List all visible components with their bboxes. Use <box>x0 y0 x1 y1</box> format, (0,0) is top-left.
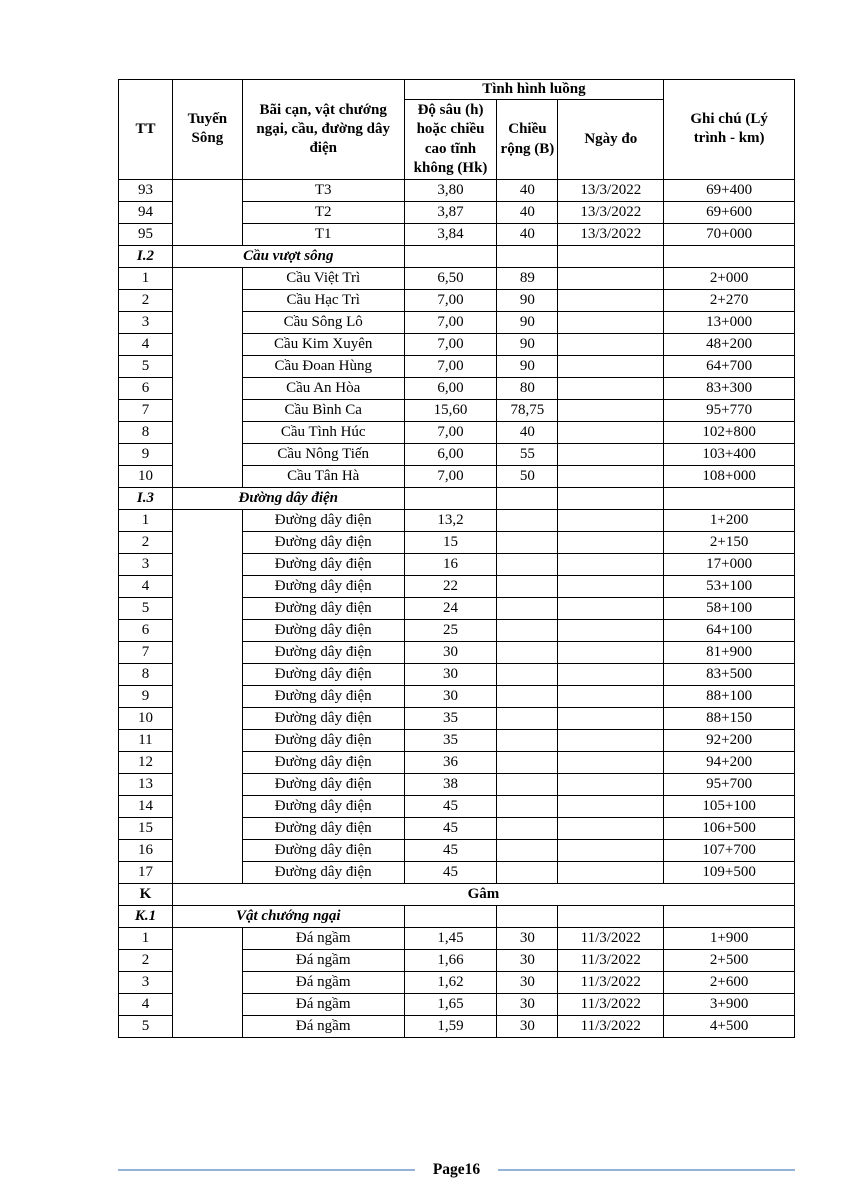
cell-obstacle: Đá ngầm <box>242 971 404 993</box>
cell-date: 11/3/2022 <box>558 993 664 1015</box>
cell-tt: 5 <box>119 355 173 377</box>
cell-note: 108+000 <box>664 465 795 487</box>
cell-note: 88+150 <box>664 707 795 729</box>
cell-note: 13+000 <box>664 311 795 333</box>
cell-tt: 17 <box>119 861 173 883</box>
cell-tt: 3 <box>119 311 173 333</box>
cell-width <box>497 751 558 773</box>
cell-depth: 16 <box>404 553 497 575</box>
cell-depth: 7,00 <box>404 289 497 311</box>
cell-obstacle: Đường dây điện <box>242 531 404 553</box>
table-row <box>119 267 795 289</box>
cell-tt: 4 <box>119 333 173 355</box>
cell-note: 103+400 <box>664 443 795 465</box>
cell-note: 88+100 <box>664 685 795 707</box>
cell-obstacle: Cầu Tình Húc <box>242 421 404 443</box>
section-row <box>119 905 795 927</box>
cell-width <box>497 487 558 509</box>
cell-note: 64+700 <box>664 355 795 377</box>
cell-route <box>172 179 242 245</box>
cell-tt: 94 <box>119 201 173 223</box>
cell-date <box>558 773 664 795</box>
cell-note: 94+200 <box>664 751 795 773</box>
cell-tt: 93 <box>119 179 173 201</box>
cell-date <box>558 465 664 487</box>
cell-tt: 6 <box>119 619 173 641</box>
section-label: Cầu vượt sông <box>172 245 404 267</box>
header-row-top <box>119 80 795 100</box>
cell-obstacle: Đường dây điện <box>242 839 404 861</box>
cell-date <box>558 377 664 399</box>
cell-date <box>558 597 664 619</box>
cell-width <box>497 839 558 861</box>
cell-date <box>558 399 664 421</box>
cell-width: 90 <box>497 333 558 355</box>
table-container <box>118 79 795 1038</box>
cell-depth: 6,50 <box>404 267 497 289</box>
cell-obstacle: Cầu Tân Hà <box>242 465 404 487</box>
cell-date: 11/3/2022 <box>558 971 664 993</box>
cell-tt: 3 <box>119 971 173 993</box>
cell-depth: 7,00 <box>404 421 497 443</box>
cell-width <box>497 795 558 817</box>
cell-width: 90 <box>497 355 558 377</box>
cell-obstacle: Đường dây điện <box>242 509 404 531</box>
cell-depth: 45 <box>404 795 497 817</box>
cell-route <box>172 267 242 487</box>
cell-date <box>558 267 664 289</box>
table-header <box>119 80 795 180</box>
cell-width: 30 <box>497 1015 558 1037</box>
cell-obstacle: Đường dây điện <box>242 597 404 619</box>
cell-width: 90 <box>497 311 558 333</box>
cell-note: 81+900 <box>664 641 795 663</box>
cell-width <box>497 773 558 795</box>
cell-date <box>558 729 664 751</box>
cell-width <box>497 663 558 685</box>
cell-width <box>497 553 558 575</box>
cell-depth: 6,00 <box>404 377 497 399</box>
channel-obstacle-table <box>118 79 795 1038</box>
section-row-full <box>119 883 795 905</box>
cell-obstacle: T1 <box>242 223 404 245</box>
cell-tt: 2 <box>119 949 173 971</box>
cell-width <box>497 245 558 267</box>
cell-width <box>497 707 558 729</box>
cell-obstacle: Đường dây điện <box>242 685 404 707</box>
cell-tt: 1 <box>119 509 173 531</box>
header-channel-group: Tình hình luồng <box>404 80 664 100</box>
cell-date <box>558 311 664 333</box>
cell-note: 69+400 <box>664 179 795 201</box>
cell-date <box>558 795 664 817</box>
cell-tt: 7 <box>119 399 173 421</box>
cell-depth: 7,00 <box>404 355 497 377</box>
table-row <box>119 509 795 531</box>
cell-note: 2+500 <box>664 949 795 971</box>
cell-width: 40 <box>497 421 558 443</box>
cell-depth: 7,00 <box>404 311 497 333</box>
section-code: K.1 <box>119 905 173 927</box>
cell-width <box>497 729 558 751</box>
cell-obstacle: Đường dây điện <box>242 729 404 751</box>
cell-depth: 30 <box>404 641 497 663</box>
cell-note: 109+500 <box>664 861 795 883</box>
cell-obstacle: Đá ngầm <box>242 949 404 971</box>
cell-note <box>664 245 795 267</box>
cell-obstacle: Đá ngầm <box>242 993 404 1015</box>
cell-date <box>558 421 664 443</box>
cell-depth: 1,66 <box>404 949 497 971</box>
header-note: Ghi chú (Lý trình - km) <box>664 80 795 180</box>
section-code: I.3 <box>119 487 173 509</box>
header-tt: TT <box>119 80 173 180</box>
cell-note: 83+500 <box>664 663 795 685</box>
cell-date: 11/3/2022 <box>558 927 664 949</box>
cell-depth: 45 <box>404 839 497 861</box>
cell-obstacle: T3 <box>242 179 404 201</box>
cell-obstacle: Đường dây điện <box>242 553 404 575</box>
cell-width: 78,75 <box>497 399 558 421</box>
cell-date <box>558 509 664 531</box>
cell-date <box>558 685 664 707</box>
cell-obstacle: Đường dây điện <box>242 751 404 773</box>
cell-depth: 7,00 <box>404 465 497 487</box>
header-route: Tuyến Sông <box>172 80 242 180</box>
cell-note: 3+900 <box>664 993 795 1015</box>
cell-width: 90 <box>497 289 558 311</box>
cell-depth: 35 <box>404 707 497 729</box>
cell-tt: 16 <box>119 839 173 861</box>
cell-date <box>558 443 664 465</box>
cell-width: 30 <box>497 949 558 971</box>
cell-note <box>664 487 795 509</box>
cell-obstacle: Đường dây điện <box>242 641 404 663</box>
cell-note: 2+000 <box>664 267 795 289</box>
cell-tt: 2 <box>119 531 173 553</box>
cell-date <box>558 641 664 663</box>
cell-date <box>558 619 664 641</box>
cell-note: 1+200 <box>664 509 795 531</box>
cell-date <box>558 245 664 267</box>
cell-date: 13/3/2022 <box>558 201 664 223</box>
cell-tt: 9 <box>119 685 173 707</box>
footer-rule-right <box>498 1169 795 1171</box>
cell-depth: 22 <box>404 575 497 597</box>
cell-note: 2+600 <box>664 971 795 993</box>
header-obstacle: Bãi cạn, vật chướng ngại, cầu, đường dây điện <box>242 80 404 180</box>
cell-obstacle: Đường dây điện <box>242 575 404 597</box>
cell-tt: 10 <box>119 707 173 729</box>
page-number-label: Page16 <box>432 1161 481 1179</box>
cell-depth: 36 <box>404 751 497 773</box>
cell-tt: 1 <box>119 267 173 289</box>
cell-depth: 13,2 <box>404 509 497 531</box>
cell-depth <box>404 245 497 267</box>
cell-date <box>558 553 664 575</box>
cell-width <box>497 509 558 531</box>
cell-note: 95+770 <box>664 399 795 421</box>
cell-note: 106+500 <box>664 817 795 839</box>
cell-width: 89 <box>497 267 558 289</box>
cell-date <box>558 817 664 839</box>
cell-tt: 5 <box>119 1015 173 1037</box>
cell-tt: 1 <box>119 927 173 949</box>
cell-width <box>497 817 558 839</box>
footer-rule-left <box>118 1169 415 1171</box>
cell-note: 1+900 <box>664 927 795 949</box>
table-body <box>119 179 795 1037</box>
cell-width: 50 <box>497 465 558 487</box>
cell-depth: 1,65 <box>404 993 497 1015</box>
cell-width: 80 <box>497 377 558 399</box>
cell-depth: 38 <box>404 773 497 795</box>
cell-obstacle: Cầu Nông Tiến <box>242 443 404 465</box>
cell-tt: 3 <box>119 553 173 575</box>
cell-note: 105+100 <box>664 795 795 817</box>
section-label: Vật chướng ngại <box>172 905 404 927</box>
cell-date <box>558 861 664 883</box>
section-code: I.2 <box>119 245 173 267</box>
cell-obstacle: Đá ngầm <box>242 927 404 949</box>
cell-tt: 4 <box>119 993 173 1015</box>
cell-note: 64+100 <box>664 619 795 641</box>
cell-width: 30 <box>497 993 558 1015</box>
cell-tt: 13 <box>119 773 173 795</box>
cell-obstacle: Đường dây điện <box>242 707 404 729</box>
header-depth: Độ sâu (h) hoặc chiều cao tĩnh không (Hk) <box>404 100 497 180</box>
cell-date <box>558 487 664 509</box>
cell-tt: 12 <box>119 751 173 773</box>
cell-obstacle: Đường dây điện <box>242 861 404 883</box>
section-label: Gâm <box>172 883 794 905</box>
cell-depth: 45 <box>404 861 497 883</box>
cell-tt: 7 <box>119 641 173 663</box>
cell-obstacle: Đường dây điện <box>242 817 404 839</box>
table-row <box>119 179 795 201</box>
cell-depth: 24 <box>404 597 497 619</box>
cell-note: 95+700 <box>664 773 795 795</box>
cell-note: 58+100 <box>664 597 795 619</box>
cell-obstacle: T2 <box>242 201 404 223</box>
cell-tt: 15 <box>119 817 173 839</box>
cell-depth: 45 <box>404 817 497 839</box>
cell-note: 107+700 <box>664 839 795 861</box>
cell-depth <box>404 905 497 927</box>
cell-note: 2+150 <box>664 531 795 553</box>
cell-tt: 8 <box>119 421 173 443</box>
cell-date: 11/3/2022 <box>558 949 664 971</box>
cell-note: 17+000 <box>664 553 795 575</box>
cell-route <box>172 927 242 1037</box>
cell-obstacle: Cầu Hạc Trì <box>242 289 404 311</box>
cell-width <box>497 685 558 707</box>
cell-note: 102+800 <box>664 421 795 443</box>
cell-depth: 3,87 <box>404 201 497 223</box>
cell-date <box>558 289 664 311</box>
cell-tt: 2 <box>119 289 173 311</box>
cell-date <box>558 531 664 553</box>
cell-depth: 35 <box>404 729 497 751</box>
cell-width: 30 <box>497 971 558 993</box>
cell-depth <box>404 487 497 509</box>
cell-depth: 3,80 <box>404 179 497 201</box>
cell-depth: 1,45 <box>404 927 497 949</box>
cell-obstacle: Cầu Sông Lô <box>242 311 404 333</box>
cell-depth: 15 <box>404 531 497 553</box>
cell-date <box>558 575 664 597</box>
cell-tt: 9 <box>119 443 173 465</box>
cell-note: 83+300 <box>664 377 795 399</box>
cell-depth: 6,00 <box>404 443 497 465</box>
section-row <box>119 487 795 509</box>
section-row <box>119 245 795 267</box>
cell-width: 40 <box>497 223 558 245</box>
cell-obstacle: Cầu Đoan Hùng <box>242 355 404 377</box>
cell-date: 11/3/2022 <box>558 1015 664 1037</box>
cell-tt: 14 <box>119 795 173 817</box>
cell-depth: 15,60 <box>404 399 497 421</box>
cell-date <box>558 707 664 729</box>
section-label: Đường dây điện <box>172 487 404 509</box>
cell-width <box>497 861 558 883</box>
cell-note: 2+270 <box>664 289 795 311</box>
cell-route <box>172 509 242 883</box>
cell-width <box>497 641 558 663</box>
cell-tt: 95 <box>119 223 173 245</box>
cell-obstacle: Đường dây điện <box>242 619 404 641</box>
cell-note: 69+600 <box>664 201 795 223</box>
cell-date <box>558 333 664 355</box>
cell-width <box>497 575 558 597</box>
cell-obstacle: Đường dây điện <box>242 663 404 685</box>
cell-note: 92+200 <box>664 729 795 751</box>
cell-obstacle: Cầu An Hòa <box>242 377 404 399</box>
cell-depth: 25 <box>404 619 497 641</box>
cell-tt: 11 <box>119 729 173 751</box>
cell-width: 40 <box>497 179 558 201</box>
cell-obstacle: Cầu Bình Ca <box>242 399 404 421</box>
cell-date <box>558 905 664 927</box>
cell-width: 40 <box>497 201 558 223</box>
cell-obstacle: Đường dây điện <box>242 773 404 795</box>
cell-note: 53+100 <box>664 575 795 597</box>
cell-depth: 30 <box>404 685 497 707</box>
cell-width: 30 <box>497 927 558 949</box>
table-row <box>119 927 795 949</box>
cell-obstacle: Đá ngầm <box>242 1015 404 1037</box>
cell-width <box>497 531 558 553</box>
cell-note: 70+000 <box>664 223 795 245</box>
cell-note: 4+500 <box>664 1015 795 1037</box>
cell-tt: 8 <box>119 663 173 685</box>
cell-tt: 4 <box>119 575 173 597</box>
page-footer <box>118 1156 795 1184</box>
cell-date <box>558 839 664 861</box>
cell-depth: 1,59 <box>404 1015 497 1037</box>
cell-tt: 10 <box>119 465 173 487</box>
header-date: Ngày đo <box>558 100 664 180</box>
cell-date <box>558 751 664 773</box>
cell-depth: 30 <box>404 663 497 685</box>
header-width: Chiều rộng (B) <box>497 100 558 180</box>
cell-width <box>497 619 558 641</box>
cell-tt: 6 <box>119 377 173 399</box>
cell-width <box>497 597 558 619</box>
cell-obstacle: Cầu Việt Trì <box>242 267 404 289</box>
cell-depth: 7,00 <box>404 333 497 355</box>
cell-date: 13/3/2022 <box>558 223 664 245</box>
cell-note <box>664 905 795 927</box>
cell-note: 48+200 <box>664 333 795 355</box>
cell-date <box>558 355 664 377</box>
cell-obstacle: Đường dây điện <box>242 795 404 817</box>
cell-tt: 5 <box>119 597 173 619</box>
cell-date <box>558 663 664 685</box>
cell-depth: 3,84 <box>404 223 497 245</box>
cell-date: 13/3/2022 <box>558 179 664 201</box>
cell-width <box>497 905 558 927</box>
cell-obstacle: Cầu Kim Xuyên <box>242 333 404 355</box>
cell-width: 55 <box>497 443 558 465</box>
cell-depth: 1,62 <box>404 971 497 993</box>
section-code: K <box>119 883 173 905</box>
